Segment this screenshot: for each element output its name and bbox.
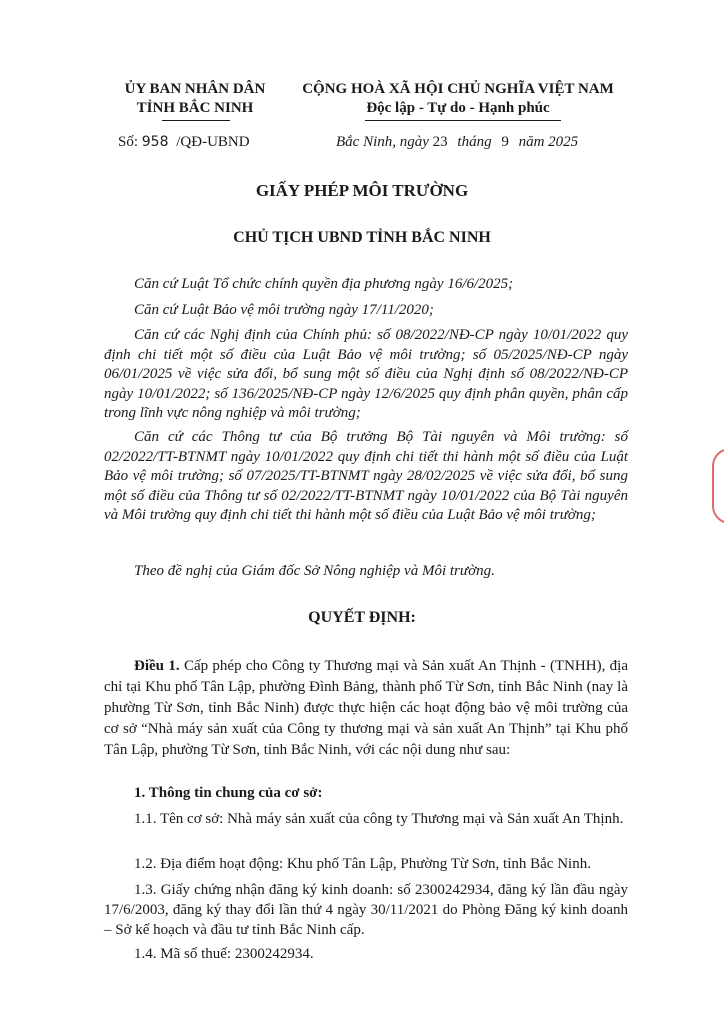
basis-3: Căn cứ các Nghị định của Chính phủ: số 08/2022/NĐ-CP ngày 10/01/2022 quy định chi tiết một số điều của Luật Bảo vệ môi trường; số 05/2025/NĐ-CP ngày 06/01/2025 về việc sửa đổi, bổ sung một số điều của Nghị định số 08/2022/NĐ-CP ngày 10/01/2022; số 136/2025/NĐ-CP ngày 12/6/2025 quy định phân quyền, phân cấp trong lĩnh vực nông nghiệp và môi trường; [104,327,628,421]
national-motto [296,80,620,118]
motto-underline [365,120,561,121]
number-label: Số: [118,134,139,150]
basis-2: Căn cứ Luật Bảo vệ môi trường ngày 17/11/2020; [134,302,434,318]
agency-line-1: ỦY BAN NHÂN DÂN [124,81,266,97]
date-month: 9 [501,134,509,150]
article-1 [104,656,628,761]
document-title: GIẤY PHÉP MÔI TRƯỜNG [255,181,469,200]
agency-underline [162,120,230,121]
year-label: năm 2025 [518,134,579,150]
agency-line-2: TỈNH BẮC NINH [136,100,254,116]
article-1-text: Cấp phép cho Công ty Thương mại và Sản xuất An Thịnh - (TNHH), địa chỉ tại Khu phố Tân Lập, phường Đình Bảng, thành phố Từ Sơn, tỉnh Bắc Ninh (nay là phường Từ Sơn, tỉnh Bắc Ninh) được thực hiện các hoạt động bảo vệ môi trường của cơ sở “Nhà máy sản xuất của Công ty thương mại và sản xuất An Thịnh” tại Khu phố Tân Lập, phường Từ Sơn, tỉnh Bắc Ninh, với các nội dung như sau: [104,658,629,758]
issuer-title: CHỦ TỊCH UBND TỈNH BẮC NINH [233,229,491,246]
section-1-item-3: 1.3. Giấy chứng nhận đăng ký kinh doanh: số 2300242934, đăng ký lần đầu ngày 17/6/2003, đăng ký thay đổi lần thứ 4 ngày 30/11/2021 do Phòng Đăng ký kinh doanh – Sở kế hoạch và đầu tư tỉnh Bắc Ninh cấp. [104,882,628,938]
decision-heading: QUYẾT ĐỊNH: [308,609,416,626]
section-1-item-2: 1.2. Địa điểm hoạt động: Khu phố Tân Lập, Phường Từ Sơn, tỉnh Bắc Ninh. [134,856,591,872]
number-value: 958 [141,134,169,150]
document-number [118,134,250,151]
issue-date [336,134,578,151]
nation-line-1: CỘNG HOÀ XÃ HỘI CHỦ NGHĨA VIỆT NAM [302,81,614,97]
article-1-label: Điều 1. [134,658,180,674]
month-label: tháng [457,134,492,150]
basis-4: Căn cứ các Thông tư của Bộ trưởng Bộ Tài nguyên và Môi trường: số 02/2022/TT-BTNMT ngày 10/01/2022 quy định chi tiết thi hành một số điều của Luật Bảo vệ môi trường; số 07/2025/TT-BTNMT ngày 28/02/2025 về việc sửa đổi, bổ sung một số điều của Thông tư số 02/2022/TT-BTNMT ngày 10/01/2022 của Bộ Tài nguyên và Môi trường quy định chi tiết thi hành một số điều của Luật Bảo vệ môi trường; [104,429,628,523]
date-day: 23 [432,134,448,150]
agency-name [100,80,290,118]
stamp-edge [712,448,724,524]
basis-5: Theo đề nghị của Giám đốc Sở Nông nghiệp và Môi trường. [134,563,495,579]
basis-1: Căn cứ Luật Tổ chức chính quyền địa phương ngày 16/6/2025; [134,276,514,292]
section-1-heading: 1. Thông tin chung của cơ sở: [134,785,323,801]
section-1-item-1: 1.1. Tên cơ sở: Nhà máy sản xuất của công ty Thương mại và Sản xuất An Thịnh. [134,811,624,827]
section-1-item-4: 1.4. Mã số thuế: 2300242934. [134,946,314,962]
date-prefix: Bắc Ninh, ngày [336,134,429,150]
nation-line-2: Độc lập - Tự do - Hạnh phúc [366,100,550,116]
number-suffix: /QĐ-UBND [176,134,250,150]
